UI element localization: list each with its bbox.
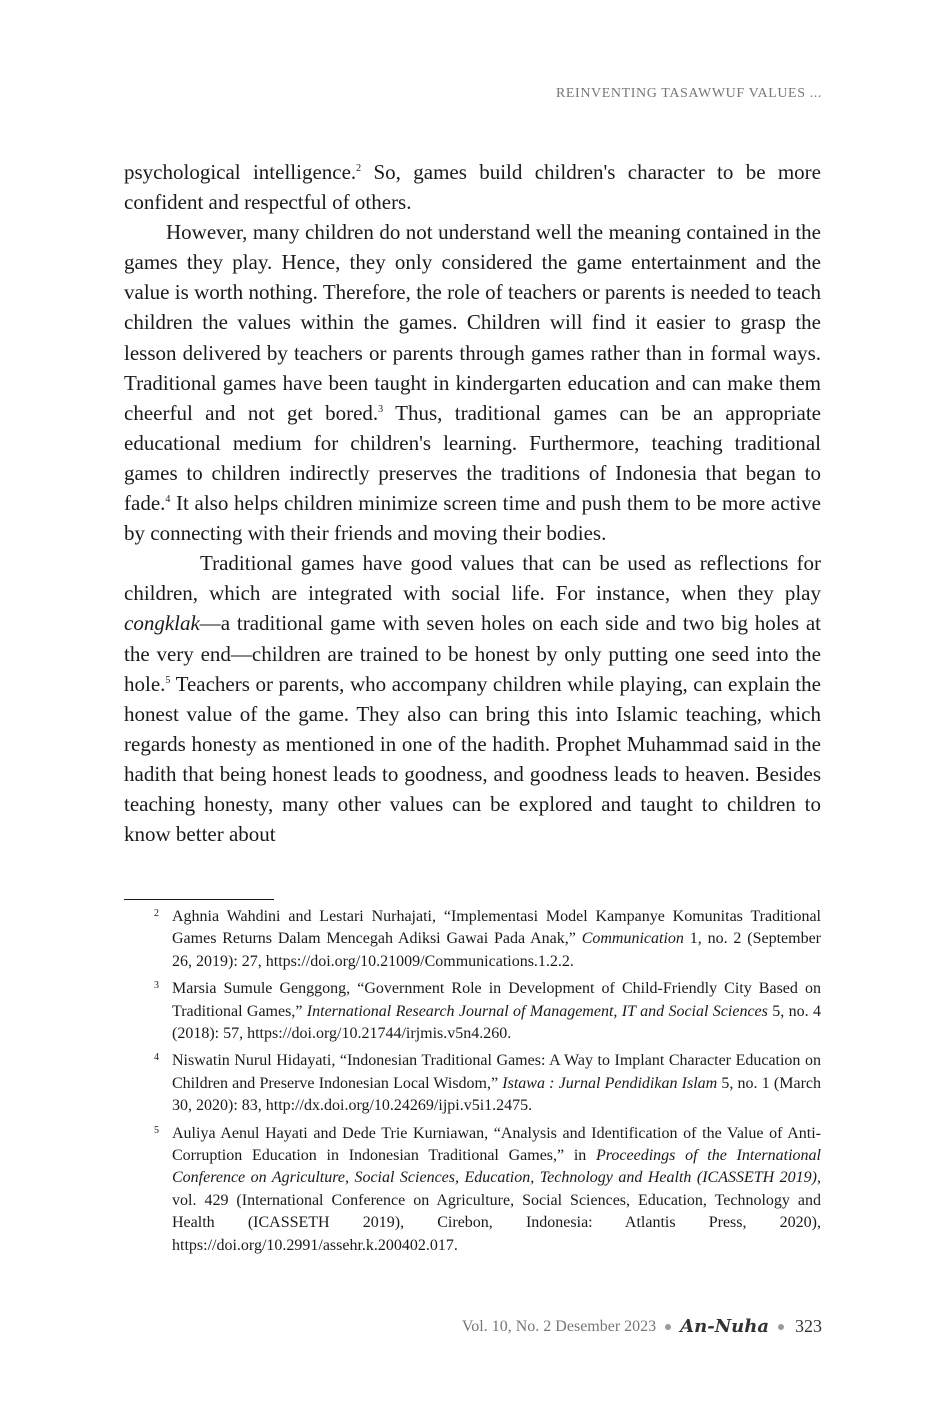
footnote-text: 5, no. 4 (2018): 57, https://doi.org/10.21744/irjmis.v5n4.260. [172,1002,821,1043]
paragraph-text: Thus, traditional games can be an appropriate educational medium for children's learning. Furthermore, teaching traditional games to children indirectly preserves the traditions of Indonesia that began to fade. [124,400,821,516]
footnote-source-title: Istawa : Jurnal Pendidikan Islam [502,1074,718,1092]
footnote-text: , vol. 429 (International Conference on Agriculture, Social Sciences, Education, Technology and Health (ICASSETH 2019), Cirebon, Indonesia: Atlantis Press, 2020), https://doi.org/10.2991/assehr.k.200402.017. [172,1169,821,1254]
footnote-divider [124,899,274,900]
italic-term: congklak [124,611,200,636]
footnote-number: 4 [154,1052,159,1064]
footnote-ref-4[interactable]: 4 [165,494,171,506]
paragraph-1 [124,157,821,217]
footnote-text: 5, no. 1 (March 30, 2020): 83, http://dx.doi.org/10.24269/ijpi.v5i1.2475. [172,1074,822,1115]
footnote-text: Aghnia Wahdini and Lestari Nurhajati, “Implementasi Model Kampanye Komunitas Traditional Games Returns Dalam Mencegah Adiksi Gawai Pada Anak,” [172,908,821,948]
paragraph-text: Teachers or parents, who accompany children while playing, can explain the honest value of the game. They also can bring this into Islamic teaching, which regards honesty as mentioned in one of the hadith. Prophet Muhammad said in the hadith that being honest leads to goodness, and goodness leads to heaven. Besides teaching honesty, many other values can be explored and taught to children to know better about [124,671,821,847]
paragraph-text: However, many children do not understand well the meaning contained in the games they play. Hence, they only considered the game entertainment and the value is worth nothing. Therefore, the role of teachers or parents is needed to teach children the values within the games. Children will find it easier to grasp the lesson delivered by teachers or parents through games rather than in formal ways. Traditional games have been taught in kindergarten education and can make them cheerful and not get bored. [124,220,821,425]
footnote-ref-3[interactable]: 3 [378,403,384,415]
footnote-ref-2[interactable]: 2 [356,163,362,174]
journal-logo: An-Nuha [680,1316,769,1337]
footnote-3 [124,978,821,1045]
footnote-number: 5 [154,1124,159,1136]
footnote-number: 3 [154,980,159,992]
footnotes [124,906,821,1262]
paragraph-text: —a traditional game with seven holes on each side and two big holes at the very end—children are trained to be honest by only putting one seed into the hole. [124,611,821,696]
issue-info: Vol. 10, No. 2 Desember 2023 [461,1317,657,1335]
footnote-text: Niswatin Nurul Hidayati, “Indonesian Traditional Games: A Way to Implant Character Education on Children and Preserve Indonesian Local Wisdom,” [172,1052,821,1092]
paragraph-text: So, games build children's character to be more confident and respectful of others. [124,160,821,215]
footnote-text: 1, no. 2 (September 26, 2019): 27, https://doi.org/10.21009/Communications.1.2.2. [172,930,821,970]
footnote-ref-5[interactable]: 5 [165,674,171,686]
paragraph-text: It also helps children minimize screen time and push them to be more active by connecting with their friends and moving their bodies. [124,491,821,546]
footnote-5 [124,1123,821,1257]
footnote-4 [124,1050,821,1117]
footnote-source-title: Proceedings of the International Conference on Agriculture, Social Sciences, Education, Technology and Health (ICASSETH 2019) [172,1147,821,1187]
paragraph-text: Traditional games have good values that can be used as reflections for children, which are integrated with social life. For instance, when they play [124,551,821,606]
separator-dot-icon [665,1324,671,1330]
paragraph-text: psychological intelligence. [124,160,357,184]
body-text [124,157,821,849]
page-number: 323 [795,1316,822,1336]
footnote-text: Marsia Sumule Genggong, “Government Role in Development of Child-Friendly City Based on Traditional Games,” [172,980,821,1020]
footnote-source-title: Communication [581,930,684,948]
paragraph-3 [124,548,821,849]
footnote-2 [124,906,821,973]
footnote-text: Auliya Aenul Hayati and Dede Trie Kurniawan, “Analysis and Identification of the Value of Anti-Corruption Education in Indonesian Traditional Games,” in [172,1124,821,1165]
running-header: REINVENTING TASAWWUF VALUES ... [555,86,822,101]
footnote-source-title: International Research Journal of Management, IT and Social Sciences [306,1002,768,1020]
footnote-number: 2 [154,908,159,919]
page-footer [462,1316,822,1337]
separator-dot-icon [778,1324,784,1330]
paragraph-2 [124,217,821,548]
